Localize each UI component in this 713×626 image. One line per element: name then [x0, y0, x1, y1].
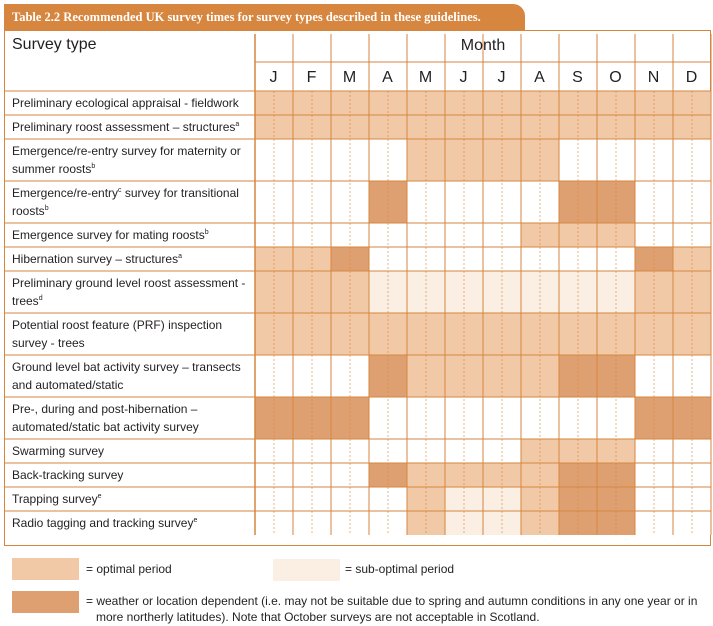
- month-label: N: [647, 69, 660, 86]
- footnote-marker: b: [204, 229, 209, 236]
- survey-type-text: Potential roost feature (PRF) inspection survey - trees: [12, 318, 223, 350]
- month-label: A: [534, 69, 545, 86]
- footnote-marker: a: [235, 121, 240, 128]
- survey-type-text: Back-tracking survey: [12, 468, 124, 482]
- survey-type-text: survey for transitional roosts: [12, 186, 239, 218]
- legend-sub-optimal-swatch: [273, 559, 340, 581]
- month-label: S: [572, 69, 583, 86]
- survey-type-text: Preliminary roost assessment – structures: [12, 120, 236, 134]
- survey-type-label: [12, 274, 250, 310]
- survey-type-label: [12, 118, 250, 136]
- survey-type-text: Preliminary ecological appraisal - fieldwork: [12, 96, 239, 110]
- survey-type-text: Ground level bat activity survey – transects and automated/static: [12, 360, 241, 392]
- survey-type-label: [12, 490, 250, 508]
- footnote-marker: b: [44, 205, 49, 212]
- survey-type-header: Survey type: [12, 36, 97, 53]
- survey-type-label: [12, 466, 250, 484]
- survey-type-label: [12, 94, 250, 112]
- survey-type-label: [12, 514, 250, 532]
- footnote-marker: c: [118, 187, 122, 194]
- legend-weather-label-line1: = weather or location dependent (i.e. may not be suitable due to spring and autumn conditions in any one year or in: [86, 594, 698, 608]
- survey-type-label: [12, 184, 250, 220]
- footnote-marker: a: [178, 253, 182, 260]
- survey-type-label: [12, 316, 250, 352]
- survey-type-label: [12, 142, 250, 178]
- survey-type-label: [12, 226, 250, 244]
- month-label: J: [497, 69, 506, 86]
- survey-type-text: Pre-, during and post-hibernation – automated/static bat activity survey: [12, 402, 199, 434]
- month-label: F: [306, 69, 317, 86]
- legend-weather-swatch: [12, 591, 79, 613]
- month-label: O: [609, 69, 622, 86]
- month-label: M: [418, 69, 433, 86]
- footnote-marker: d: [38, 295, 43, 302]
- month-header: Month: [460, 37, 506, 54]
- survey-type-text: Emergence/re-entry survey for maternity or summer roosts: [12, 144, 241, 176]
- survey-type-text: Swarming survey: [12, 444, 105, 458]
- survey-type-text: Hibernation survey – structures: [12, 252, 179, 266]
- survey-type-label: [12, 250, 250, 268]
- footnote-marker: e: [97, 493, 102, 500]
- survey-type-label: [12, 358, 250, 394]
- legend-sub-optimal-label: = sub-optimal period: [345, 562, 455, 576]
- footnote-marker: e: [193, 517, 198, 524]
- survey-type-text: Emergence survey for mating roosts: [12, 228, 205, 242]
- survey-type-text: Emergence/re-entry: [12, 186, 119, 200]
- month-label: J: [269, 69, 278, 86]
- table-caption: Table 2.2 Recommended UK survey times for survey types described in these guidelines.: [4, 4, 525, 30]
- month-label: D: [685, 69, 698, 86]
- footnote-marker: b: [91, 163, 96, 170]
- legend-weather-label-line2: more northerly latitudes). Note that October surveys are not acceptable in Scotland.: [96, 610, 540, 624]
- legend-optimal-label: = optimal period: [86, 562, 172, 576]
- survey-type-label: [12, 442, 250, 460]
- month-label: J: [459, 69, 468, 86]
- month-label: A: [382, 69, 393, 86]
- survey-type-text: Radio tagging and tracking survey: [12, 516, 194, 530]
- survey-type-label: [12, 400, 250, 436]
- legend-optimal-swatch: [12, 558, 79, 580]
- month-label: M: [342, 69, 357, 86]
- survey-type-text: Trapping survey: [12, 492, 98, 506]
- survey-type-text: Preliminary ground level roost assessment - trees: [12, 276, 246, 308]
